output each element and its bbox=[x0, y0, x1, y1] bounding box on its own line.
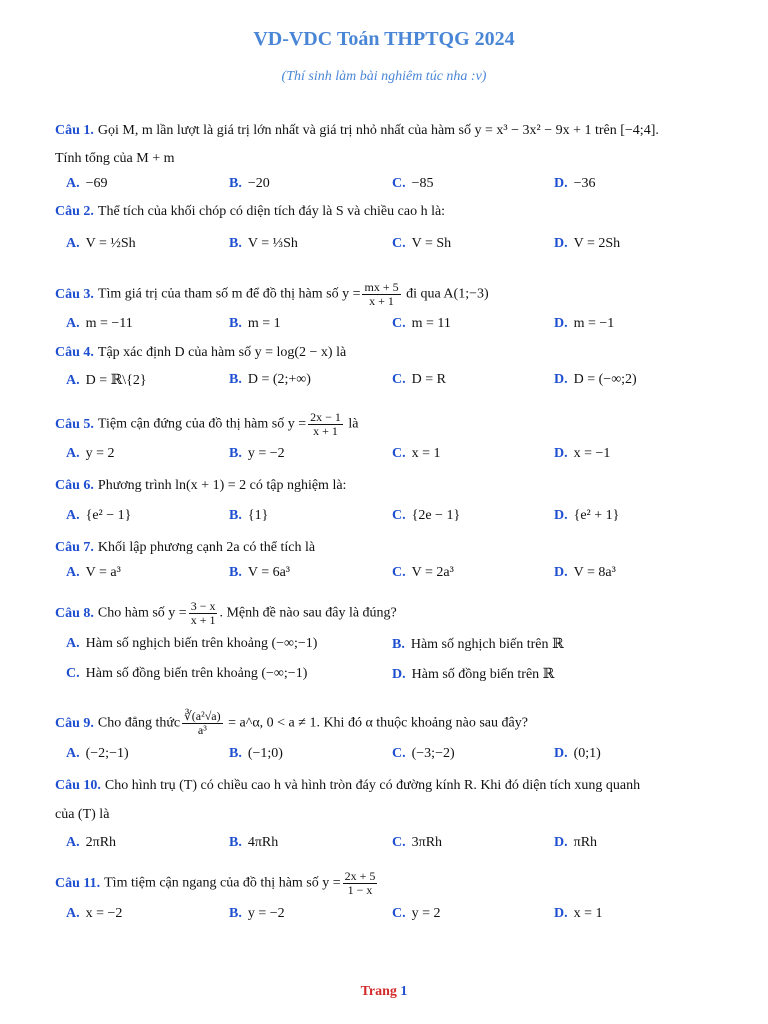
option-text: x = 1 bbox=[411, 446, 441, 461]
option-text: D = ℝ\{2} bbox=[85, 373, 147, 388]
question-label: Câu 2. bbox=[55, 204, 94, 219]
option-letter: A. bbox=[66, 565, 80, 580]
answer-option-a[interactable] bbox=[66, 446, 115, 462]
question-text: Tập xác định D của hàm số y = log(2 − x) là bbox=[97, 345, 347, 360]
answer-option-d[interactable] bbox=[554, 746, 601, 762]
answer-option-b[interactable] bbox=[229, 236, 298, 252]
answer-option-a[interactable] bbox=[66, 906, 122, 922]
option-letter: D. bbox=[554, 372, 568, 387]
question-text-continued: Tính tổng của M + m bbox=[55, 151, 175, 166]
answer-option-a[interactable] bbox=[66, 236, 136, 252]
answer-option-c[interactable] bbox=[392, 446, 441, 462]
option-letter: B. bbox=[229, 508, 242, 523]
answer-option-d[interactable] bbox=[554, 508, 619, 524]
answer-option-a[interactable] bbox=[66, 316, 133, 332]
option-text: Hàm số đồng biến trên ℝ bbox=[411, 667, 555, 682]
answer-option-a[interactable] bbox=[66, 372, 147, 389]
question-text: Tìm tiệm cận ngang của đồ thị hàm số y = bbox=[104, 875, 341, 891]
option-letter: C. bbox=[392, 565, 406, 580]
option-letter: A. bbox=[66, 636, 80, 651]
option-letter: B. bbox=[229, 316, 242, 331]
option-letter: B. bbox=[229, 446, 242, 461]
option-text: V = a³ bbox=[85, 565, 121, 580]
fraction-denominator: x + 1 bbox=[190, 613, 216, 627]
question-text: Thể tích của khối chóp có diện tích đáy là S và chiều cao h là: bbox=[97, 204, 446, 219]
option-text: {e² + 1} bbox=[573, 508, 620, 523]
option-letter: C. bbox=[392, 906, 406, 921]
answer-option-b[interactable] bbox=[229, 508, 268, 524]
option-text: 2πRh bbox=[85, 835, 117, 850]
question-label: Câu 8. bbox=[55, 605, 94, 621]
option-text: Hàm số nghịch biến trên khoảng (−∞;−1) bbox=[85, 636, 318, 651]
answer-option-a[interactable] bbox=[66, 835, 116, 851]
fraction bbox=[189, 600, 218, 627]
option-letter: A. bbox=[66, 446, 80, 461]
option-letter: C. bbox=[392, 316, 406, 331]
option-text: V = 6a³ bbox=[247, 565, 291, 580]
option-letter: C. bbox=[392, 176, 406, 191]
option-letter: D. bbox=[554, 906, 568, 921]
option-text: x = −2 bbox=[85, 906, 123, 921]
option-text: V = 2Sh bbox=[573, 236, 621, 251]
fraction-numerator: ∛(a²√a) bbox=[184, 709, 221, 723]
option-letter: B. bbox=[229, 565, 242, 580]
question-8 bbox=[55, 600, 725, 627]
option-letter: D. bbox=[554, 746, 568, 761]
option-text: (0;1) bbox=[573, 746, 601, 761]
option-letter: C. bbox=[392, 746, 406, 761]
question-11 bbox=[55, 870, 725, 897]
option-text: −36 bbox=[573, 176, 596, 191]
question-10 bbox=[55, 777, 725, 795]
question-text-continued: của (T) là bbox=[55, 807, 110, 822]
question-text: Cho đẳng thức bbox=[97, 715, 181, 731]
question-label: Câu 6. bbox=[55, 478, 94, 493]
question-4 bbox=[55, 344, 725, 362]
answer-option-a[interactable] bbox=[66, 746, 129, 762]
option-text: {2e − 1} bbox=[411, 508, 461, 523]
option-text: V = ½Sh bbox=[85, 236, 136, 251]
page-footer bbox=[0, 984, 768, 1000]
question-label: Câu 1. bbox=[55, 123, 94, 138]
question-6 bbox=[55, 477, 725, 495]
answer-option-b[interactable] bbox=[229, 176, 270, 192]
option-text: y = 2 bbox=[411, 906, 441, 921]
option-text: Hàm số đồng biến trên khoảng (−∞;−1) bbox=[85, 666, 308, 681]
question-label: Câu 9. bbox=[55, 715, 94, 731]
answer-option-a[interactable] bbox=[66, 636, 317, 652]
option-letter: C. bbox=[66, 666, 80, 681]
answer-option-b[interactable] bbox=[229, 372, 311, 388]
question-text: Cho hình trụ (T) có chiều cao h và hình tròn đáy có đường kính R. Khi đó diện tích xung quanh bbox=[104, 778, 641, 793]
answer-option-a[interactable] bbox=[66, 565, 121, 581]
question-5 bbox=[55, 411, 725, 438]
option-letter: A. bbox=[66, 835, 80, 850]
question-2 bbox=[55, 203, 725, 221]
option-letter: D. bbox=[554, 236, 568, 251]
question-label: Câu 4. bbox=[55, 345, 94, 360]
option-letter: B. bbox=[229, 236, 242, 251]
option-text: m = −1 bbox=[573, 316, 615, 331]
option-text: −85 bbox=[411, 176, 434, 191]
option-letter: C. bbox=[392, 835, 406, 850]
answer-option-b[interactable] bbox=[229, 906, 285, 922]
answer-option-d[interactable] bbox=[554, 906, 603, 922]
question-7 bbox=[55, 539, 725, 557]
question-label: Câu 3. bbox=[55, 286, 94, 302]
option-text: 4πRh bbox=[247, 835, 279, 850]
option-letter: B. bbox=[229, 372, 242, 387]
answer-option-b[interactable] bbox=[229, 446, 285, 462]
answer-option-d[interactable] bbox=[554, 446, 610, 462]
option-text: D = (2;+∞) bbox=[247, 372, 311, 387]
answer-option-b[interactable] bbox=[229, 565, 290, 581]
fraction-denominator: x + 1 bbox=[313, 424, 338, 438]
answer-option-c[interactable] bbox=[392, 372, 446, 388]
option-letter: B. bbox=[229, 746, 242, 761]
option-letter: B. bbox=[392, 637, 405, 652]
question-label: Câu 5. bbox=[55, 416, 94, 432]
fraction bbox=[343, 870, 378, 897]
fraction-numerator: 3 − x bbox=[190, 599, 216, 613]
option-letter: D. bbox=[554, 835, 568, 850]
option-letter: A. bbox=[66, 906, 80, 921]
fraction-numerator: 2x − 1 bbox=[310, 410, 341, 424]
question-text: Tìm giá trị của tham số m để đồ thị hàm số y = bbox=[97, 286, 361, 302]
question-text: Tiệm cận đứng của đồ thị hàm số y = bbox=[97, 416, 307, 432]
answer-option-d[interactable] bbox=[554, 835, 597, 851]
question-1 bbox=[55, 122, 725, 140]
option-letter: D. bbox=[554, 176, 568, 191]
option-letter: C. bbox=[392, 446, 406, 461]
option-text: m = 1 bbox=[247, 316, 281, 331]
option-text: V = 2a³ bbox=[411, 565, 454, 580]
question-text-tail: = a^α, 0 < a ≠ 1. Khi đó α thuộc khoảng nào sau đây? bbox=[224, 715, 528, 731]
fraction-numerator: 2x + 5 bbox=[344, 869, 376, 883]
answer-option-b[interactable] bbox=[229, 835, 278, 851]
option-text: V = 8a³ bbox=[573, 565, 616, 580]
option-text: y = −2 bbox=[247, 446, 285, 461]
answer-option-d[interactable] bbox=[554, 565, 616, 581]
option-letter: B. bbox=[229, 176, 242, 191]
question-text: Khối lập phương cạnh 2a có thể tích là bbox=[97, 540, 316, 555]
option-text: m = 11 bbox=[411, 316, 451, 331]
answer-option-d[interactable] bbox=[554, 236, 620, 252]
fraction bbox=[362, 281, 400, 308]
page-title: VD-VDC Toán THPTQG 2024 bbox=[253, 28, 515, 50]
fraction-numerator: mx + 5 bbox=[364, 280, 399, 294]
option-letter: A. bbox=[66, 316, 80, 331]
page-number: 1 bbox=[400, 984, 408, 999]
answer-option-b[interactable] bbox=[229, 316, 281, 332]
answer-option-d[interactable] bbox=[554, 176, 596, 192]
option-text: Hàm số nghịch biến trên ℝ bbox=[410, 637, 564, 652]
answer-option-d[interactable] bbox=[554, 316, 614, 332]
option-letter: A. bbox=[66, 373, 80, 388]
option-letter: D. bbox=[554, 446, 568, 461]
option-letter: B. bbox=[229, 906, 242, 921]
answer-option-c[interactable] bbox=[392, 835, 442, 851]
page-subtitle: (Thí sinh làm bài nghiêm túc nha :v) bbox=[281, 69, 487, 84]
option-text: m = −11 bbox=[85, 316, 133, 331]
option-text: 3πRh bbox=[411, 835, 443, 850]
option-letter: A. bbox=[66, 746, 80, 761]
answer-option-c[interactable] bbox=[66, 666, 307, 682]
question-text-tail: . Mệnh đề nào sau đây là đúng? bbox=[219, 605, 397, 621]
option-text: D = (−∞;2) bbox=[573, 372, 637, 387]
option-text: y = −2 bbox=[247, 906, 285, 921]
option-text: x = −1 bbox=[573, 446, 611, 461]
option-letter: A. bbox=[66, 176, 80, 191]
option-text: y = 2 bbox=[85, 446, 115, 461]
option-text: −69 bbox=[85, 176, 108, 191]
option-text: −20 bbox=[247, 176, 270, 191]
answer-option-b[interactable] bbox=[392, 636, 564, 653]
answer-option-d[interactable] bbox=[392, 666, 554, 683]
question-label: Câu 10. bbox=[55, 778, 101, 793]
option-letter: C. bbox=[392, 236, 406, 251]
answer-option-c[interactable] bbox=[392, 236, 451, 252]
answer-option-c[interactable] bbox=[392, 508, 460, 524]
question-9 bbox=[55, 710, 725, 737]
fraction bbox=[182, 710, 222, 737]
question-text-tail: là bbox=[344, 416, 359, 432]
question-3 bbox=[55, 281, 725, 308]
question-text: Phương trình ln(x + 1) = 2 có tập nghiệm là: bbox=[97, 478, 347, 493]
question-label: Câu 11. bbox=[55, 875, 101, 891]
answer-option-a[interactable] bbox=[66, 508, 131, 524]
option-letter: D. bbox=[554, 565, 568, 580]
question-text-tail: đi qua A(1;−3) bbox=[402, 286, 489, 302]
option-letter: D. bbox=[554, 508, 568, 523]
fraction-denominator: 1 − x bbox=[347, 883, 373, 897]
option-text: V = Sh bbox=[411, 236, 452, 251]
footer-label: Trang bbox=[360, 984, 397, 999]
option-text: πRh bbox=[573, 835, 598, 850]
option-letter: C. bbox=[392, 372, 406, 387]
option-letter: A. bbox=[66, 508, 80, 523]
answer-option-c[interactable] bbox=[392, 565, 454, 581]
answer-option-b[interactable] bbox=[229, 746, 283, 762]
fraction-denominator: x + 1 bbox=[369, 294, 394, 308]
option-text: x = 1 bbox=[573, 906, 603, 921]
option-text: (−1;0) bbox=[247, 746, 283, 761]
option-text: (−3;−2) bbox=[411, 746, 455, 761]
answer-option-c[interactable] bbox=[392, 906, 441, 922]
answer-option-a[interactable] bbox=[66, 176, 108, 192]
option-text: D = R bbox=[411, 372, 446, 387]
option-letter: D. bbox=[392, 667, 406, 682]
option-letter: D. bbox=[554, 316, 568, 331]
option-letter: C. bbox=[392, 508, 406, 523]
answer-option-d[interactable] bbox=[554, 372, 637, 388]
option-text: (−2;−1) bbox=[85, 746, 129, 761]
answer-option-c[interactable] bbox=[392, 746, 455, 762]
fraction-denominator: a³ bbox=[197, 723, 207, 737]
question-text: Cho hàm số y = bbox=[97, 605, 187, 621]
fraction bbox=[308, 411, 343, 438]
answer-option-c[interactable] bbox=[392, 316, 451, 332]
option-letter: A. bbox=[66, 236, 80, 251]
option-text: {e² − 1} bbox=[85, 508, 132, 523]
question-text: Gọi M, m lần lượt là giá trị lớn nhất và giá trị nhỏ nhất của hàm số y = x³ − 3x² − 9x + 1 trên [−4;4]. bbox=[97, 123, 659, 138]
answer-option-c[interactable] bbox=[392, 176, 434, 192]
option-letter: B. bbox=[229, 835, 242, 850]
question-label: Câu 7. bbox=[55, 540, 94, 555]
option-text: V = ⅓Sh bbox=[247, 236, 298, 251]
option-text: {1} bbox=[247, 508, 269, 523]
